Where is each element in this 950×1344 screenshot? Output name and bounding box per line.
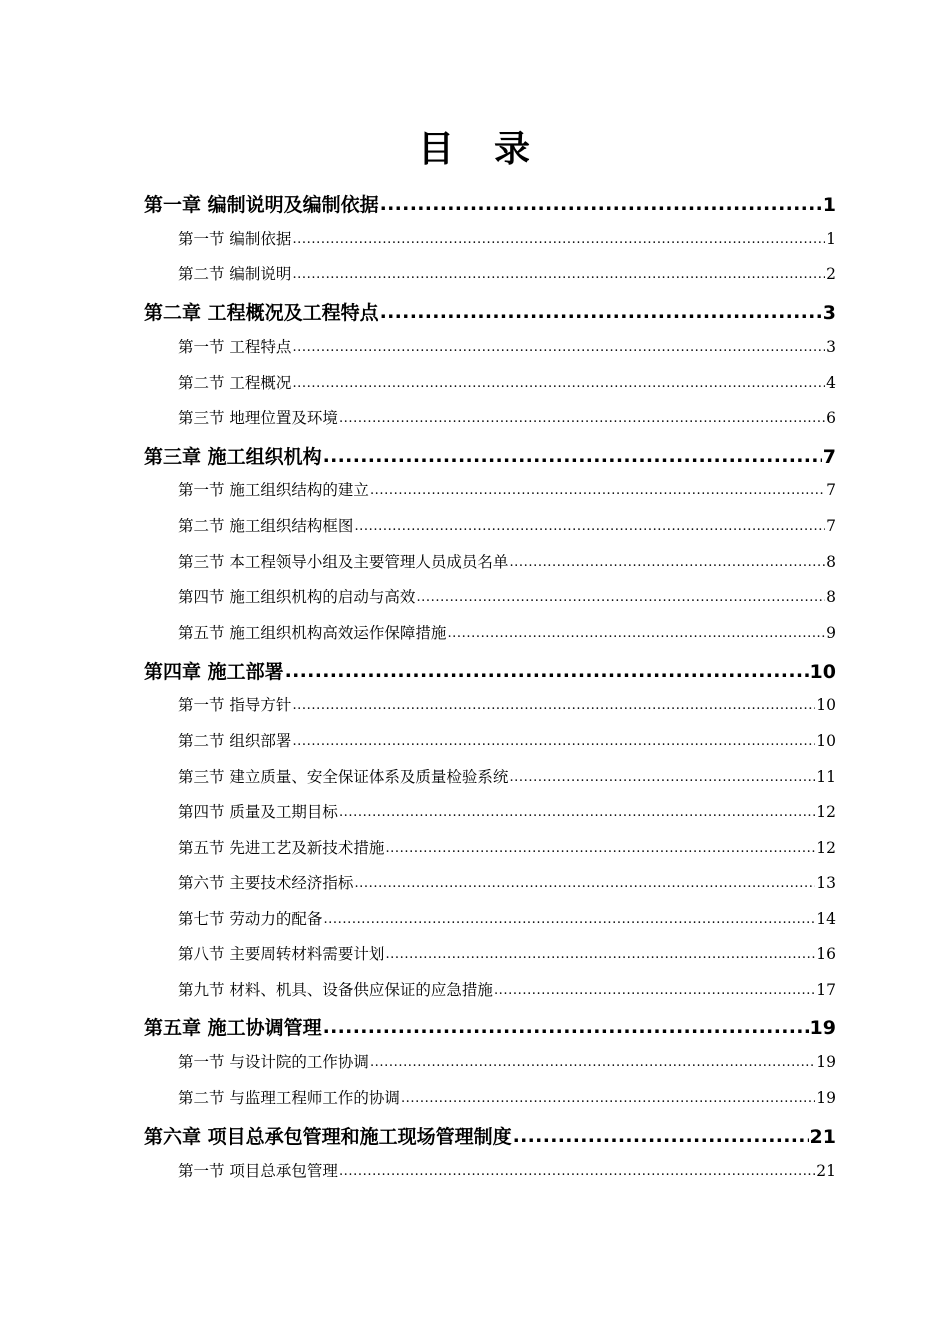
toc-entry-label: 第二节 组织部署 [178,732,292,750]
toc-entry-label: 第一章 编制说明及编制依据 [144,194,379,216]
toc-chapter-entry[interactable] [144,657,836,693]
toc-page-number: 1 [822,194,836,216]
toc-page-number: 17 [816,981,836,999]
toc-section-entry[interactable] [178,836,836,872]
toc-entry-label: 第一节 工程特点 [178,338,292,356]
dot-leader [416,590,825,605]
toc-entry-label: 第三节 建立质量、安全保证体系及质量检验系统 [178,768,509,786]
toc-entry-label: 第四节 施工组织机构的启动与高效 [178,588,416,606]
dot-leader [339,411,825,426]
dot-leader [385,841,815,856]
dot-leader [370,1055,815,1070]
toc-page-number: 12 [816,839,836,857]
toc-section-entry[interactable] [178,406,836,442]
dot-leader [385,947,815,962]
dot-leader [447,626,825,641]
toc-entry-label: 第一节 与设计院的工作协调 [178,1053,369,1071]
toc-page-number: 21 [809,1126,836,1148]
dot-leader [292,267,825,282]
toc-entry-label: 第五节 先进工艺及新技术措施 [178,839,385,857]
dot-leader [401,1091,815,1106]
toc-section-entry[interactable] [178,800,836,836]
toc-entry-label: 第二节 施工组织结构框图 [178,517,354,535]
toc-page-number: 16 [816,945,836,963]
toc-section-entry[interactable] [178,335,836,371]
toc-entry-label: 第九节 材料、机具、设备供应保证的应急措施 [178,981,493,999]
toc-chapter-entry[interactable] [144,298,836,334]
dot-leader [380,193,822,215]
toc-page-number: 10 [816,732,836,750]
dot-leader [509,770,815,785]
toc-section-entry[interactable] [178,693,836,729]
toc-page-number: 9 [826,624,836,642]
toc-entry-label: 第三节 地理位置及环境 [178,409,338,427]
toc-page-number: 11 [816,768,836,786]
toc-section-entry[interactable] [178,514,836,550]
toc-page-number: 7 [826,481,836,499]
toc-entry-label: 第四章 施工部署 [144,661,284,683]
toc-page-number: 6 [826,409,836,427]
dot-leader [370,483,825,498]
toc-entry-label: 第二章 工程概况及工程特点 [144,302,379,324]
toc-section-entry[interactable] [178,907,836,943]
toc-section-entry[interactable] [178,978,836,1014]
dot-leader [354,519,825,534]
toc-page-number: 8 [826,553,836,571]
toc-section-entry[interactable] [178,729,836,765]
title-char-1: 目 [417,129,456,170]
toc-page-number: 13 [816,874,836,892]
toc-section-entry[interactable] [178,765,836,801]
toc-entry-label: 第一节 项目总承包管理 [178,1162,338,1180]
dot-leader [285,660,809,682]
page-title [0,128,950,172]
toc-page-number: 21 [816,1162,836,1180]
dot-leader [323,445,822,467]
toc-section-entry[interactable] [178,371,836,407]
dot-leader [323,912,815,927]
toc-section-entry[interactable] [178,585,836,621]
toc-entry-label: 第二节 编制说明 [178,265,292,283]
toc-chapter-entry[interactable] [144,1122,836,1158]
dot-leader [292,232,825,247]
toc-page-number: 19 [816,1053,836,1071]
toc-section-entry[interactable] [178,942,836,978]
toc-entry-label: 第三节 本工程领导小组及主要管理人员成员名单 [178,553,509,571]
toc-section-entry[interactable] [178,550,836,586]
dot-leader [292,376,825,391]
toc-chapter-entry[interactable] [144,1013,836,1049]
toc-entry-label: 第八节 主要周转材料需要计划 [178,945,385,963]
dot-leader [494,983,815,998]
toc-section-entry[interactable] [178,262,836,298]
toc-entry-label: 第二节 工程概况 [178,374,292,392]
toc-entry-label: 第七节 劳动力的配备 [178,910,323,928]
dot-leader [323,1016,809,1038]
dot-leader [292,734,815,749]
dot-leader [339,805,815,820]
toc-chapter-entry[interactable] [144,190,836,226]
toc-entry-label: 第三章 施工组织机构 [144,446,322,468]
toc-page-number: 8 [826,588,836,606]
toc-page-number: 2 [826,265,836,283]
toc-chapter-entry[interactable] [144,442,836,478]
toc-page-number: 7 [826,517,836,535]
toc-section-entry[interactable] [178,1050,836,1086]
toc-entry-label: 第一节 施工组织结构的建立 [178,481,369,499]
dot-leader [292,698,815,713]
toc-entry-label: 第六章 项目总承包管理和施工现场管理制度 [144,1126,512,1148]
toc-entry-label: 第四节 质量及工期目标 [178,803,338,821]
toc-entry-label: 第五章 施工协调管理 [144,1017,322,1039]
toc-page-number: 19 [809,1017,836,1039]
toc-page-number: 4 [826,374,836,392]
toc-section-entry[interactable] [178,227,836,263]
toc-entry-label: 第五节 施工组织机构高效运作保障措施 [178,624,447,642]
toc-page-number: 10 [816,696,836,714]
title-char-2: 录 [494,129,533,170]
toc-section-entry[interactable] [178,1086,836,1122]
dot-leader [354,876,815,891]
toc-entry-label: 第一节 指导方针 [178,696,292,714]
toc-page-number: 12 [816,803,836,821]
toc-section-entry[interactable] [178,1159,836,1195]
toc-page-number: 19 [816,1089,836,1107]
toc-section-entry[interactable] [178,871,836,907]
toc-entry-label: 第二节 与监理工程师工作的协调 [178,1089,400,1107]
toc-page-number: 3 [822,302,836,324]
dot-leader [380,301,822,323]
dot-leader [513,1125,809,1147]
toc-section-entry[interactable] [178,621,836,657]
dot-leader [509,555,825,570]
dot-leader [292,340,825,355]
toc-page-number: 1 [826,230,836,248]
toc-entry-label: 第一节 编制依据 [178,230,292,248]
toc-page-number: 7 [822,446,836,468]
toc-entry-label: 第六节 主要技术经济指标 [178,874,354,892]
toc-page-number: 10 [809,661,836,683]
dot-leader [339,1164,815,1179]
toc-page-number: 14 [816,910,836,928]
toc-page-number: 3 [826,338,836,356]
toc-section-entry[interactable] [178,478,836,514]
